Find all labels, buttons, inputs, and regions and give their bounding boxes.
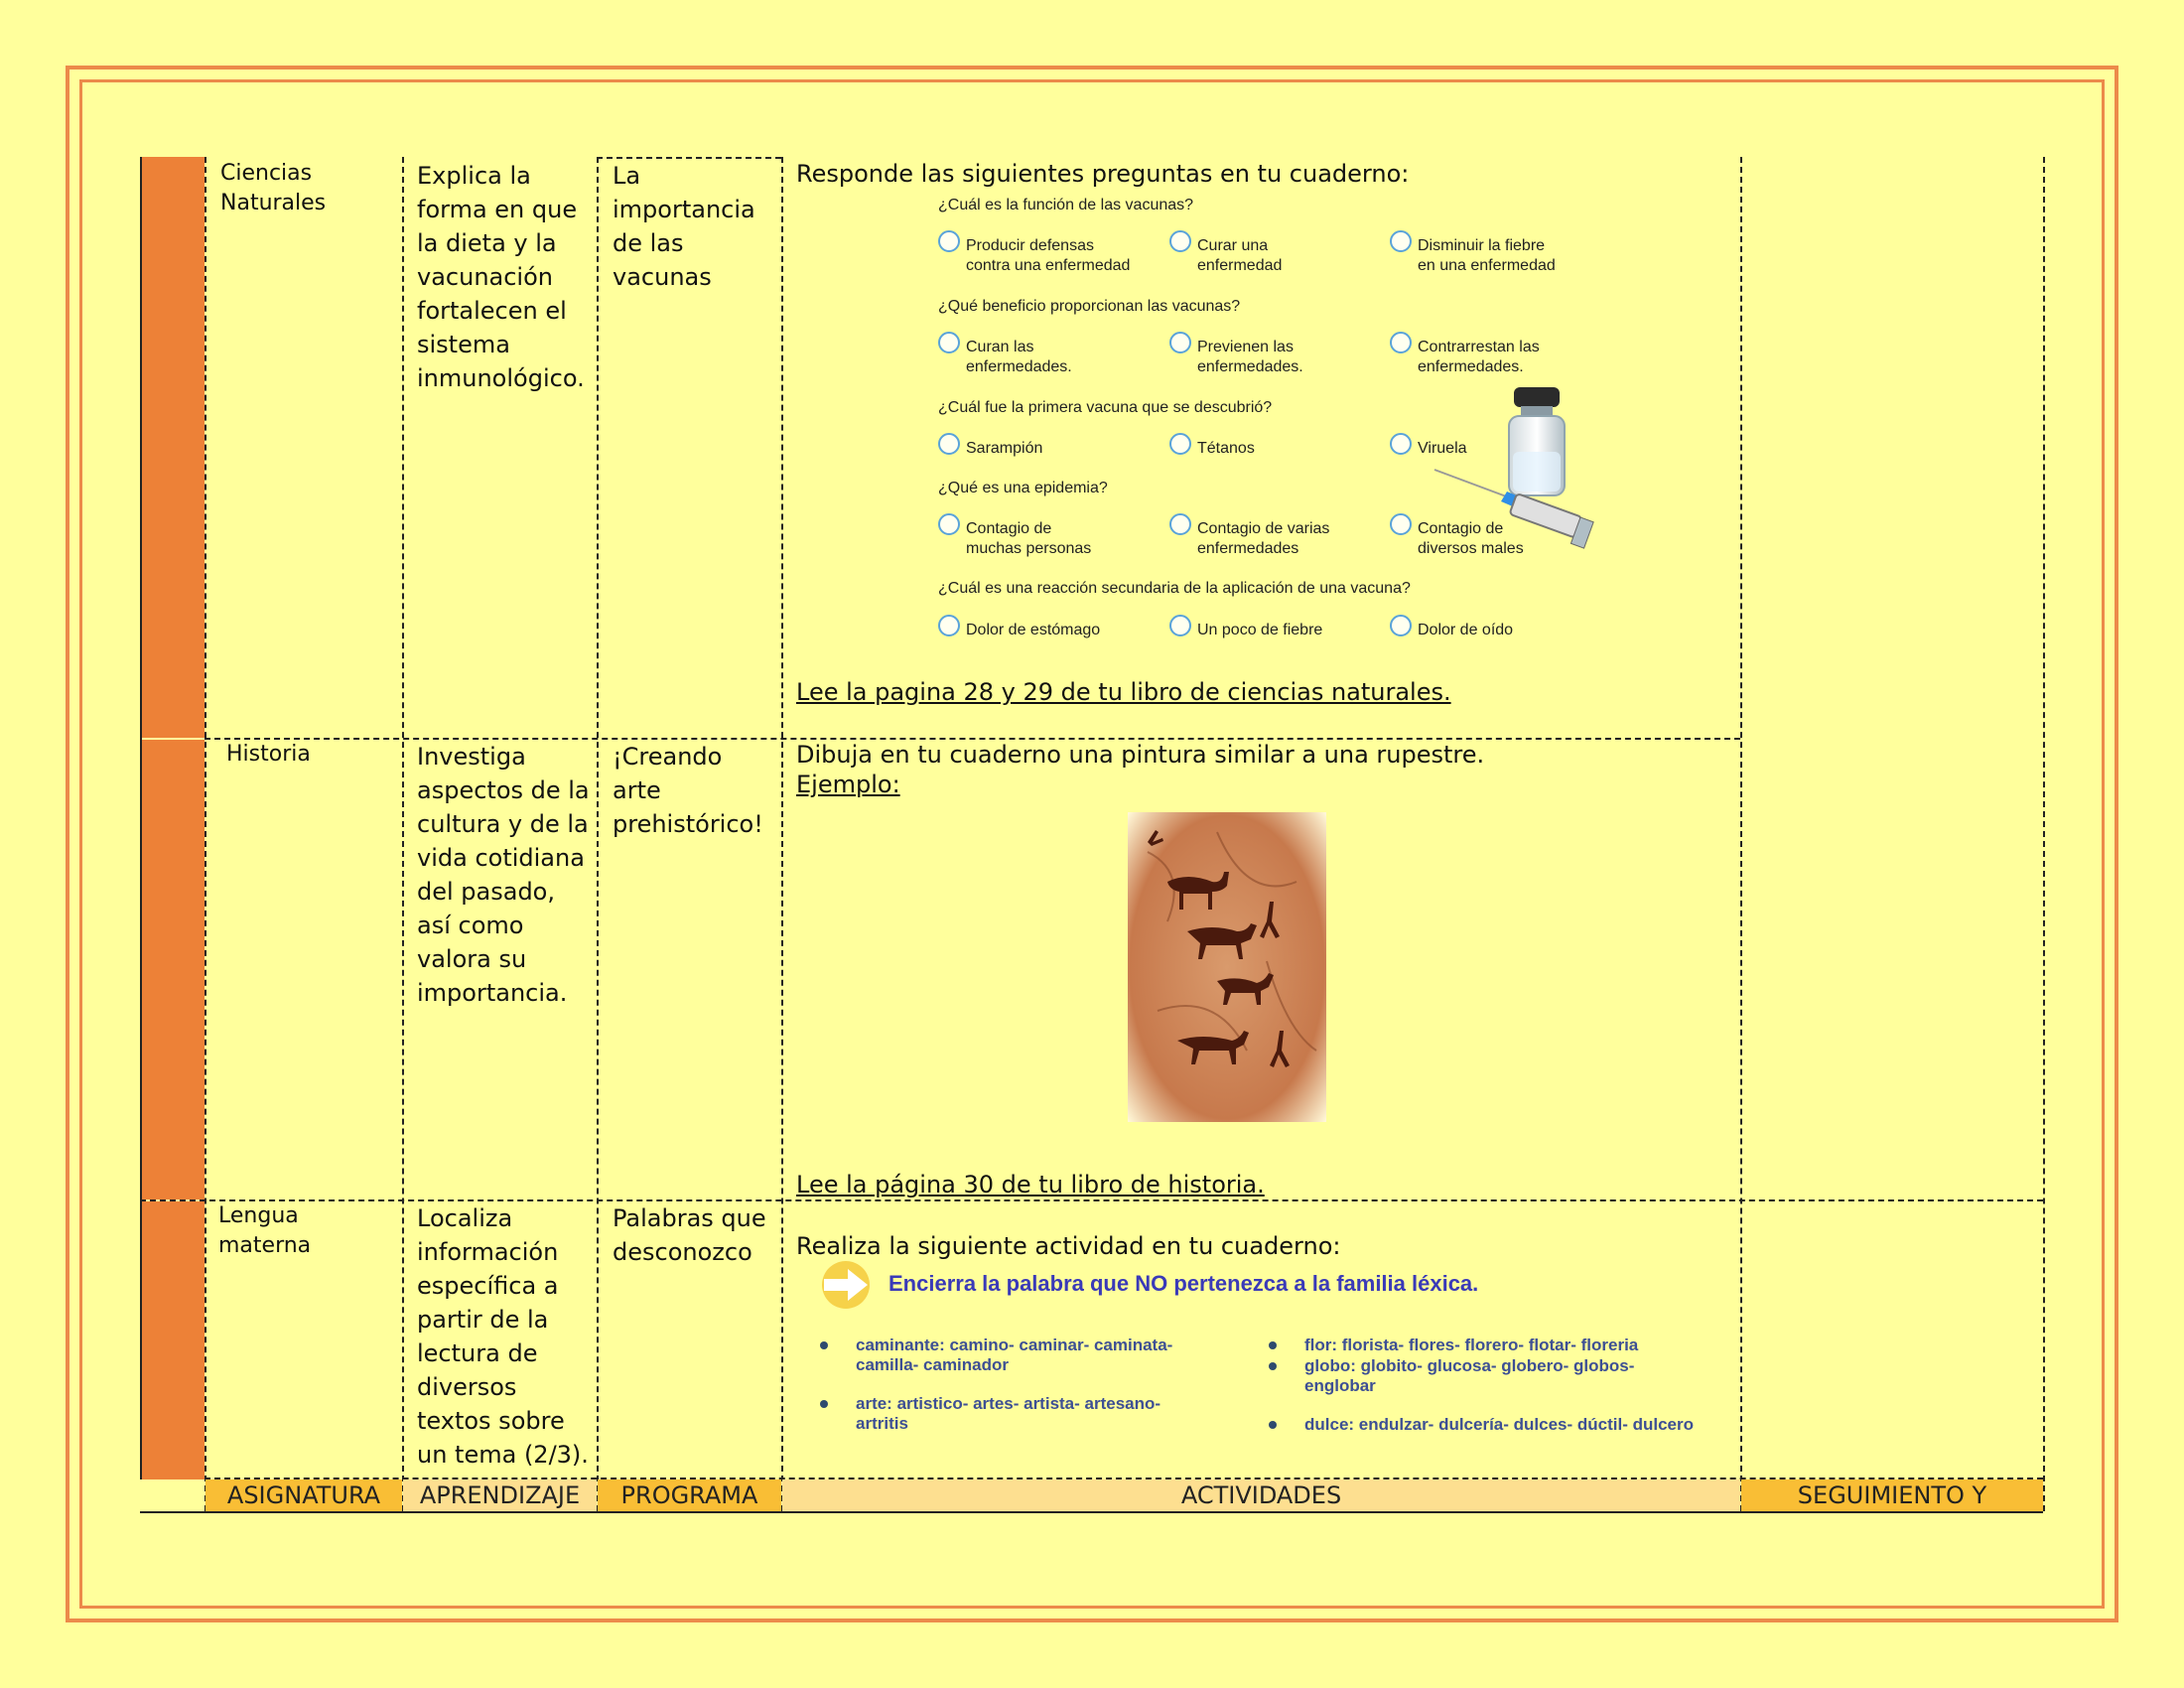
word-group: caminante: camino- caminar- caminata- camilla- caminador bbox=[820, 1336, 1217, 1375]
radio-icon[interactable] bbox=[1169, 230, 1191, 252]
word-group: flor: florista- flores- florero- flotar- floreria bbox=[1269, 1336, 1706, 1355]
row3-activity-intro: Realiza la siguiente actividad en tu cuaderno: bbox=[796, 1232, 1341, 1260]
quiz-option[interactable]: Sarampión bbox=[938, 439, 1042, 459]
quiz-option[interactable]: Tétanos bbox=[1169, 439, 1255, 459]
grid-vline bbox=[2043, 157, 2045, 1511]
radio-icon[interactable] bbox=[938, 513, 960, 535]
bullet-icon bbox=[1269, 1341, 1277, 1349]
exercise-title: Encierra la palabra que NO pertenezca a la familia léxica. bbox=[888, 1271, 1479, 1296]
quiz-option[interactable]: Viruela bbox=[1390, 439, 1467, 459]
radio-icon[interactable] bbox=[1390, 513, 1412, 535]
sidebar-bar-2 bbox=[142, 740, 205, 1199]
radio-icon[interactable] bbox=[938, 615, 960, 636]
row2-program: ¡Creando arte prehistórico! bbox=[613, 743, 763, 838]
row3-learning: Localiza información específica a partir de la lectura de diversos textos sobre un tema (2/3). bbox=[417, 1204, 589, 1469]
quiz-option[interactable]: Dolor de oído bbox=[1390, 621, 1513, 640]
radio-icon[interactable] bbox=[1390, 433, 1412, 455]
radio-icon[interactable] bbox=[1169, 615, 1191, 636]
bullet-icon bbox=[820, 1341, 828, 1349]
vaccine-vial-syringe-image bbox=[1430, 382, 1628, 556]
quiz-question: ¿Qué beneficio proporcionan las vacunas? bbox=[938, 298, 1241, 315]
grid-hline bbox=[140, 1511, 2043, 1513]
sidebar-bar-3 bbox=[142, 1201, 205, 1479]
quiz-option[interactable]: Contrarrestan las enfermedades. bbox=[1390, 338, 1540, 377]
radio-icon[interactable] bbox=[1169, 513, 1191, 535]
word-group: dulce: endulzar- dulcería- dulces- dúctil- dulcero bbox=[1269, 1415, 1706, 1435]
cave-painting-image bbox=[1128, 812, 1326, 1122]
row2-reading-link[interactable]: Lee la página 30 de tu libro de historia. bbox=[796, 1171, 1265, 1198]
grid-vline bbox=[781, 157, 783, 1511]
grid-vline bbox=[402, 157, 404, 1511]
bullet-icon bbox=[1269, 1421, 1277, 1429]
row3-subject: Lengua materna bbox=[218, 1203, 312, 1258]
row1-subject: Ciencias Naturales bbox=[220, 161, 327, 215]
quiz-option[interactable]: Contagio de muchas personas bbox=[938, 519, 1091, 559]
radio-icon[interactable] bbox=[1169, 433, 1191, 455]
header-activities: ACTIVIDADES bbox=[782, 1479, 1740, 1511]
quiz-option[interactable]: Un poco de fiebre bbox=[1169, 621, 1322, 640]
grid-vline bbox=[1740, 157, 1742, 1511]
radio-icon[interactable] bbox=[938, 433, 960, 455]
row2-activity-intro: Dibuja en tu cuaderno una pintura similar a una rupestre. bbox=[796, 741, 1485, 769]
quiz-option[interactable]: Curan las enfermedades. bbox=[938, 338, 1072, 377]
header-tracking: SEGUIMIENTO Y bbox=[1741, 1479, 2043, 1511]
row1-learning: Explica la forma en que la dieta y la vacunación fortalecen el sistema inmunológico. bbox=[417, 162, 585, 392]
grid-vline bbox=[205, 157, 206, 1511]
quiz-question: ¿Cuál fue la primera vacuna que se descubrió? bbox=[938, 399, 1273, 416]
header-subject: ASIGNATURA bbox=[205, 1479, 402, 1511]
bullet-icon bbox=[820, 1400, 828, 1408]
row1-activity-intro: Responde las siguientes preguntas en tu cuaderno: bbox=[796, 160, 1410, 188]
grid-vline bbox=[597, 157, 599, 1511]
bullet-icon bbox=[1269, 1362, 1277, 1370]
arrow-right-icon bbox=[820, 1259, 876, 1311]
row2-example-label: Ejemplo: bbox=[796, 771, 900, 798]
radio-icon[interactable] bbox=[1390, 332, 1412, 353]
quiz-option[interactable]: Previenen las enfermedades. bbox=[1169, 338, 1303, 377]
word-group: arte: artistico- artes- artista- artesano- artritis bbox=[820, 1394, 1217, 1434]
header-learning: APRENDIZAJE bbox=[403, 1479, 597, 1511]
quiz-option[interactable]: Dolor de estómago bbox=[938, 621, 1100, 640]
quiz-option[interactable]: Contagio de varias enfermedades bbox=[1169, 519, 1329, 559]
sidebar-bar-1 bbox=[142, 157, 205, 738]
quiz-option[interactable]: Curar una enfermedad bbox=[1169, 236, 1282, 276]
quiz-question: ¿Cuál es la función de las vacunas? bbox=[938, 197, 1194, 213]
row1-reading-link[interactable]: Lee la pagina 28 y 29 de tu libro de ciencias naturales. bbox=[796, 678, 1451, 706]
quiz-option[interactable]: Contagio de diversos males bbox=[1390, 519, 1524, 559]
quiz-option[interactable]: Disminuir la fiebre en una enfermedad bbox=[1390, 236, 1556, 276]
row2-learning: Investiga aspectos de la cultura y de la vida cotidiana del pasado, así como valora su importancia. bbox=[417, 743, 590, 1007]
radio-icon[interactable] bbox=[1169, 332, 1191, 353]
quiz-question: ¿Qué es una epidemia? bbox=[938, 480, 1108, 496]
row2-subject: Historia bbox=[226, 742, 311, 767]
radio-icon[interactable] bbox=[1390, 615, 1412, 636]
header-program: PROGRAMA bbox=[598, 1479, 781, 1511]
radio-icon[interactable] bbox=[1390, 230, 1412, 252]
quiz-option[interactable]: Producir defensas contra una enfermedad bbox=[938, 236, 1130, 276]
word-group: globo: globito- glucosa- globero- globos- englobar bbox=[1269, 1356, 1706, 1396]
row1-program: La importancia de las vacunas bbox=[613, 162, 755, 291]
radio-icon[interactable] bbox=[938, 230, 960, 252]
quiz-question: ¿Cuál es una reacción secundaria de la aplicación de una vacuna? bbox=[938, 580, 1411, 597]
grid-vline bbox=[140, 157, 142, 1479]
row3-program: Palabras que desconozco bbox=[613, 1204, 766, 1266]
radio-icon[interactable] bbox=[938, 332, 960, 353]
